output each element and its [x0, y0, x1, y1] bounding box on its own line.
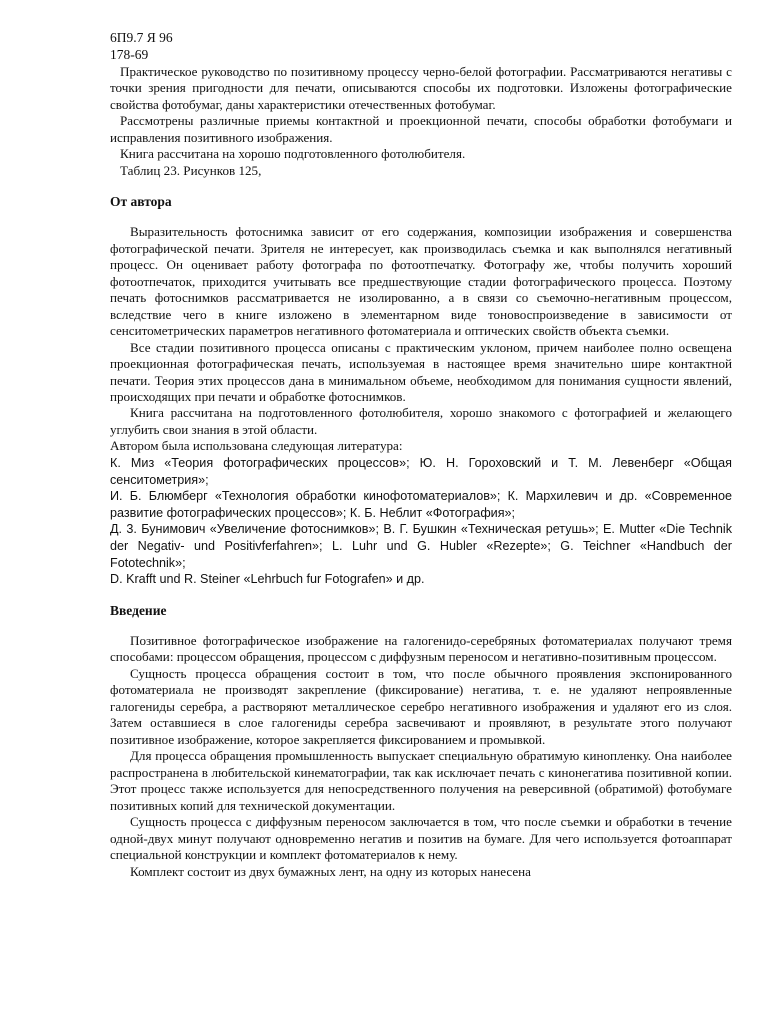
section-title-intro: Введение — [110, 602, 167, 618]
intro-paragraph: Комплект состоит из двух бумажных лент, на одну из которых нанесена — [130, 863, 531, 879]
author-paragraph: Книга рассчитана на подготовленного фотолюбителя, хорошо знакомого с фотографией и желающего углубить свои знания в этой области. — [110, 405, 732, 437]
literature-item: Д. 3. Бунимович «Увеличение фотоснимков»; В. Г. Бушкин «Техническая ретушь»; E. Mutter «Die Technik der Negativ- und Positivferfahren»; L. Luhr und G. Hubler «Rezepte»; G. Teichner «Handbuch der Fototechnik»; — [110, 522, 732, 570]
literature-item: К. Миз «Теория фотографических процессов»; Ю. Н. Гороховский и Т. М. Левенберг «Общая сенситометрия»; — [110, 455, 732, 487]
author-paragraph: Выразительность фотоснимка зависит от его содержания, композиции изображения и совершенства фотографической печати. Зрителя не интересует, как производилась съемка и как выполнялся негативный процесс. Он оценивает работу фотографа по фотоотпечатку. Фотографу же, чтобы получить хороший фотоотпечаток, приходится учитывать все предшествующие стадии фотографического процесса. Поэтому печать фотоснимков рассматривается не изолированно, а в связи со съемочно-негативным процессом, вследствие чего в книге изложено в элементарном виде тоновоспроизведение в зависимости от сенситометрических параметров негативного фотоматериала и оптических свойств объекта съемки. — [110, 224, 732, 339]
intro-paragraph: Сущность процесса с диффузным переносом заключается в том, что после съемки и обработки в течение одной-двух минут получают одновременно негатив и позитив на бумаге. Для чего используется фотоаппарат специальной конструкции и комплект фотоматериалов к нему. — [110, 814, 732, 863]
intro-paragraph: Для процесса обращения промышленность выпускает специальную обратимую кинопленку. Она наиболее распространена в любительской кинематографии, так как исключает печать с кинонегатива позитивной копии. Этот процесс также используется для непосредственного получения на реверсивной (обратимой) фотобумаге позитивных копий для технической документации. — [110, 748, 732, 813]
catalog-code: 6П9.7 Я 96 — [110, 30, 173, 45]
intro-paragraph: Сущность процесса обращения состоит в том, что после обычного проявления экспонированного фотоматериала не производят закрепление (фиксирование) негатива, т. е. не удаляют непроявленные галогениды серебра, а растворяют металлическое серебро негативного изображения и удаляют его из слоя. Затем оставшиеся в слое галогениды серебра засвечивают и проявляют, в результате этого получают позитивное изображение, которое закрепляется фиксированием и промывкой. — [110, 665, 732, 747]
literature-item: D. Krafft und R. Steiner «Lehrbuch fur Fotografen» и др. — [110, 572, 425, 587]
annotation-stats: Таблиц 23. Рисунков 125, — [120, 162, 262, 178]
literature-item: И. Б. Блюмберг «Технология обработки кинофотоматериалов»; К. Мархилевич и др. «Современное развитие фотографических процессов»; К. Б. Неблит «Фотография»; — [110, 489, 732, 520]
annotation-paragraph: Практическое руководство по позитивному процессу черно-белой фотографии. Рассматриваются негативы с точки зрения пригодности для печати, описываются способы их подготовки. Изложены фотографические свойства фотобумаг, даны характеристики отечественных фотобумаг. — [110, 63, 732, 112]
intro-paragraph: Позитивное фотографическое изображение на галогенидо-серебряных фотоматериалах получают тремя способами: процессом обращения, процессом с диффузным переносом и негативно-позитивным процессом. — [110, 632, 732, 665]
literature-intro: Автором была использована следующая литература: — [110, 438, 403, 454]
annotation-paragraph: Книга рассчитана на хорошо подготовленного фотолюбителя. — [120, 146, 466, 162]
section-title-author: От автора — [110, 194, 172, 210]
catalog-number: 178-69 — [110, 46, 149, 62]
author-paragraph: Все стадии позитивного процесса описаны с практическим уклоном, причем наиболее полно освещена проекционная фотографическая печать, используемая в настоящее время значительно шире контактной печати. Теория этих процессов дана в минимальном объеме, необходимом для понимания сущности явлений, происходящих при печати и обработке фотоснимков. — [110, 339, 732, 404]
annotation-paragraph: Рассмотрены различные приемы контактной и проекционной печати, способы обработки фотобумаги и исправления позитивного изображения. — [110, 113, 732, 145]
